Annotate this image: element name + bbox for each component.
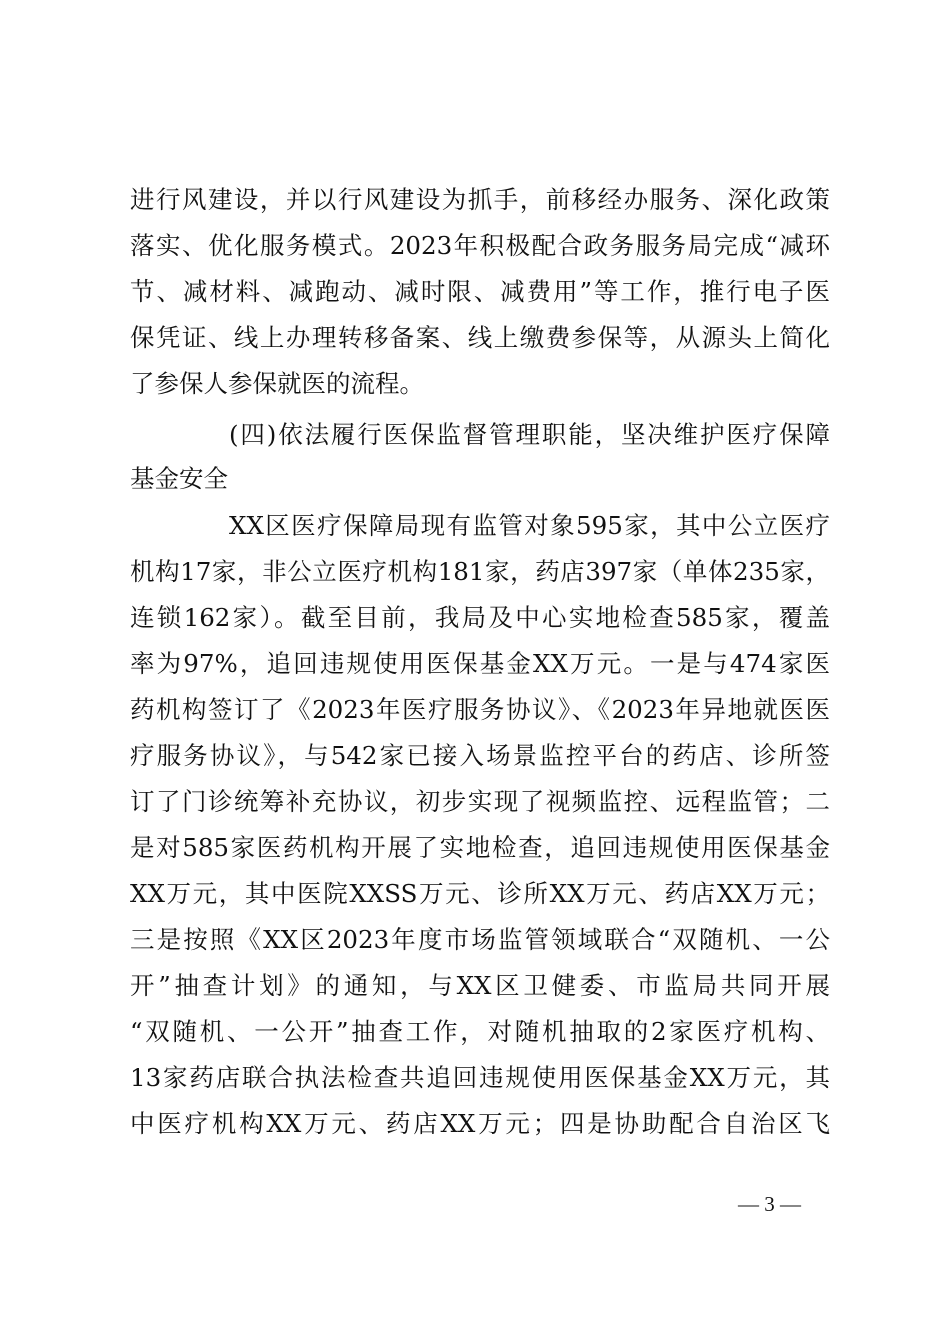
text-line: 三是按照《XX区2023年度市场监管领域联合“双随机、一公 — [130, 925, 830, 954]
text-line: 机构17家，非公立医疗机构181家，药店397家（单体235家， — [130, 557, 830, 586]
text-line: 进行风建设，并以行风建设为抓手，前移经办服务、深化政策 — [130, 185, 830, 214]
text-line: 了参保人参保就医的流程。 — [130, 369, 424, 398]
text-line: 疗服务协议》，与542家已接入场景监控平台的药店、诊所签 — [130, 741, 830, 770]
text-line: 保凭证、线上办理转移备案、线上缴费参保等，从源头上简化 — [130, 323, 830, 352]
heading-line: 基金安全 — [130, 464, 228, 493]
text-line: XX区医疗保障局现有监管对象595家，其中公立医疗 — [229, 511, 830, 540]
text-line: 率为97%，追回违规使用医保基金XX万元。一是与474家医 — [130, 649, 830, 678]
text-line: 是对585家医药机构开展了实地检查，追回违规使用医保基金 — [130, 833, 830, 862]
text-line: 中医疗机构XX万元、药店XX万元；四是协助配合自治区飞 — [130, 1109, 830, 1138]
page-number: — 3 — — [738, 1192, 801, 1216]
text-line: 落实、优化服务模式。2023年积极配合政务服务局完成“减环 — [130, 231, 830, 260]
text-line: 节、减材料、减跑动、减时限、减费用”等工作，推行电子医 — [130, 277, 830, 306]
text-line: XX万元，其中医院XXSS万元、诊所XX万元、药店XX万元； — [130, 879, 830, 908]
text-line: 连锁162家）。截至目前，我局及中心实地检查585家，覆盖 — [130, 603, 830, 632]
text-line: 药机构签订了《2023年医疗服务协议》、《2023年异地就医医 — [130, 695, 830, 724]
text-line: “双随机、一公开”抽查工作，对随机抽取的2家医疗机构、 — [130, 1017, 830, 1046]
text-line: 开”抽查计划》的通知，与XX区卫健委、市监局共同开展 — [130, 971, 830, 1000]
heading-line: (四)依法履行医保监督管理职能，坚决维护医疗保障 — [229, 420, 830, 449]
text-line: 订了门诊统筹补充协议，初步实现了视频监控、远程监管；二 — [130, 787, 830, 816]
text-line: 13家药店联合执法检查共追回违规使用医保基金XX万元，其 — [130, 1063, 830, 1092]
